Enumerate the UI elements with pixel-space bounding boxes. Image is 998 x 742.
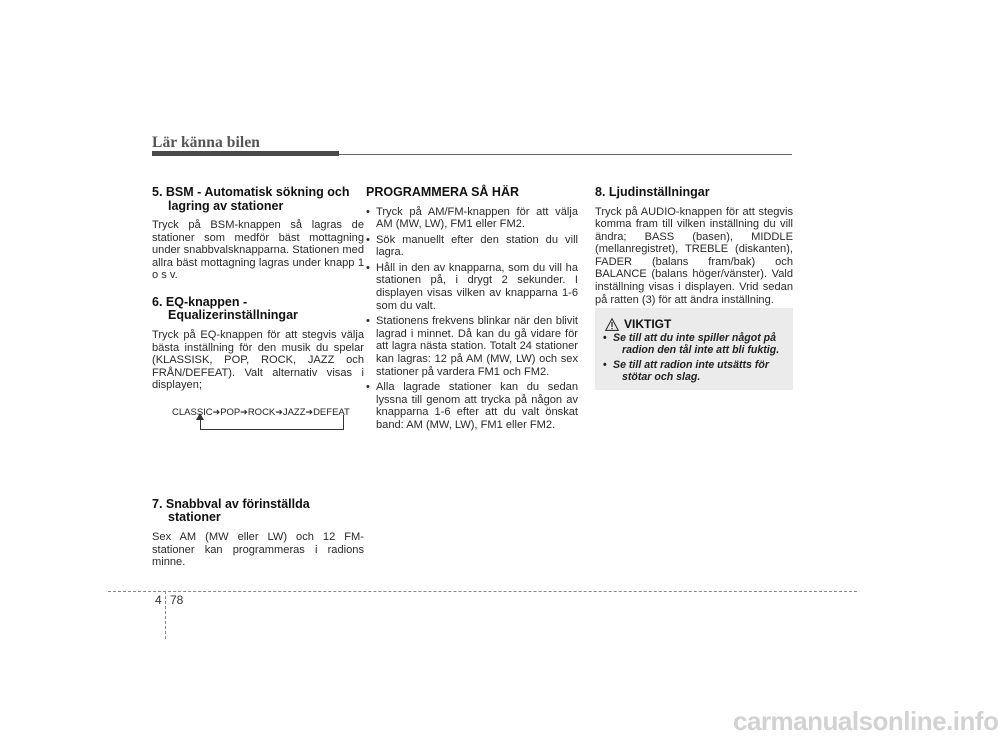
bsm-text: Tryck på BSM-knappen så lagras de stationer som medför bäst mottagning under snabbvalsknapparna. Stationen med allra bäst mottagning lagras under knapp 1 o s v.	[152, 219, 364, 282]
arrow-right-icon: ➔	[240, 406, 248, 417]
bsm-heading-line1: 5. BSM - Automatisk sökning och	[152, 185, 350, 199]
preset-heading-line2: stationer	[168, 510, 221, 525]
eq-option-classic: CLASSIC	[172, 406, 213, 418]
list-item: • Alla lagrade stationer kan du sedan lyssna till genom att trycka på någon av knapparna 1-6 efter att du valt önskat band: AM (MW, LW), FM1 eller FM2.	[366, 381, 578, 431]
eq-heading-line2: Equalizerinställningar	[168, 308, 298, 323]
eq-option-jazz: JAZZ	[282, 406, 306, 418]
list-item	[603, 359, 785, 383]
audio-settings-text: Tryck på AUDIO-knappen för att stegvis komma fram till vilken inställning du vill ändra; BASS (basen), MIDDLE (mellanregistret), TREBLE (diskanten), FADER (balans fram/bak) och BALANCE (balans höger/vänster). Vald inställning visas i displayen. Vrid sedan på ratten (3) för att ändra inställning.	[595, 205, 793, 306]
arrow-up-icon	[196, 413, 204, 420]
watermark: carmanualsonline.info	[733, 706, 998, 736]
preset-heading	[152, 498, 364, 525]
arrow-right-icon: ➔	[275, 406, 283, 417]
warning-item-line2: radion den tål inte att bli fuktig.	[622, 344, 780, 356]
programming-heading: PROGRAMMERA SÅ HÄR	[366, 185, 520, 199]
warning-title: VIKTIGT	[624, 317, 672, 331]
warning-box	[595, 308, 793, 390]
column-middle	[366, 186, 578, 435]
header-accent-bar	[152, 151, 339, 156]
chapter-number: 4	[155, 593, 162, 607]
column-left	[152, 186, 364, 569]
eq-cycle-diagram	[152, 406, 364, 498]
warning-item-line1: Se till att du inte spiller något på	[613, 332, 777, 344]
bsm-heading-line2: lagring av stationer	[168, 198, 284, 213]
warning-item-line1: Se till att radion inte utsätts för	[613, 359, 769, 371]
eq-heading	[152, 296, 364, 323]
warning-item-line2: stötar och slag.	[622, 371, 701, 383]
arrow-right-icon: ➔	[212, 406, 221, 417]
list-item: • Tryck på AM/FM-knappen för att välja AM (MW, LW), FM1 eller FM2.	[366, 206, 578, 231]
warning-triangle-icon	[605, 318, 619, 331]
eq-heading-line1: 6. EQ-knappen -	[152, 294, 248, 309]
list-item: • Sök manuellt efter den station du vill lagra.	[366, 234, 578, 259]
eq-option-pop: POP	[220, 406, 241, 418]
column-right	[595, 186, 793, 306]
warning-list	[603, 332, 785, 386]
page-number: 78	[170, 593, 184, 607]
eq-text: Tryck på EQ-knappen för att stegvis välja bästa inställning för den musik du spelar (KLASSISK, POP, ROCK, JAZZ och FRÅN/DEFEAT). Valt alternativ visas i displayen;	[152, 328, 364, 392]
header-rule	[339, 154, 792, 155]
eq-loop-bracket	[200, 415, 344, 430]
preset-text: Sex AM (MW eller LW) och 12 FM-stationer kan programmeras i radions minne.	[152, 530, 364, 569]
footer-rule	[108, 591, 857, 592]
list-item: • Stationens frekvens blinkar när den blivit lagrad i minnet. Då kan du gå vidare för att lagra nästa station. Totalt 24 stationer kan lagras: 12 på AM (MW, LW) och sex stationer på vardera FM1 och FM2.	[366, 315, 578, 378]
programming-steps	[366, 206, 578, 432]
preset-heading-line1: 7. Snabbval av förinställda	[152, 496, 310, 511]
eq-option-defeat: DEFEAT	[313, 406, 350, 418]
audio-settings-heading: 8. Ljudinställningar	[595, 185, 710, 199]
page-header-title: Lär känna bilen	[152, 134, 261, 151]
arrow-right-icon: ➔	[305, 406, 314, 417]
footer-divider	[165, 591, 166, 639]
list-item	[603, 332, 785, 356]
bsm-heading	[152, 186, 364, 213]
eq-option-rock: ROCK	[247, 406, 276, 418]
list-item: • Håll in den av knapparna, som du vill ha stationen på, i drygt 2 sekunder. I displayen visas vilken av knapparna 1-6 som du valt.	[366, 262, 578, 312]
